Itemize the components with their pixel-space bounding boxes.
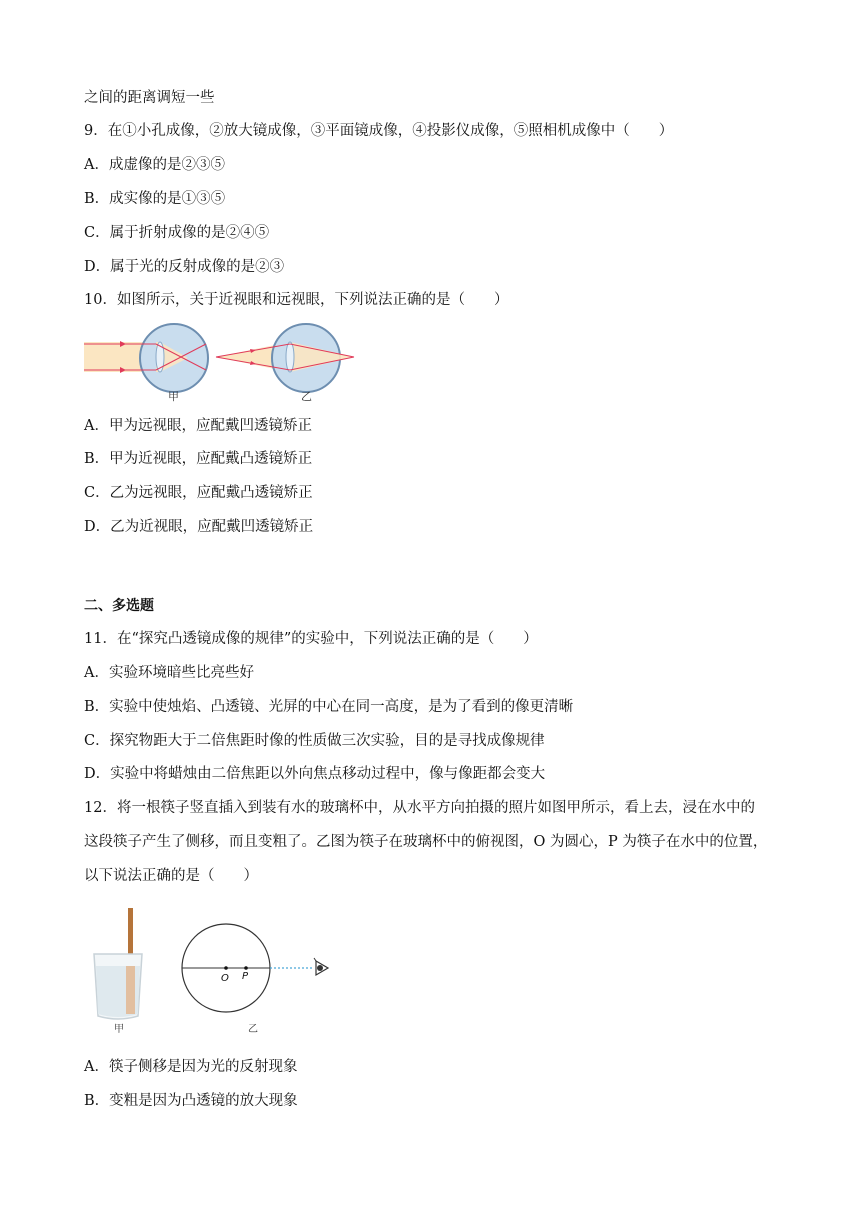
question-11-option-b: B．实验中使烛焰、凸透镜、光屏的中心在同一高度，是为了看到的像更清晰	[84, 699, 574, 715]
label-circle-yi: 乙	[248, 1024, 258, 1035]
lens-yi	[286, 342, 294, 372]
chopstick-in-water	[126, 966, 135, 1014]
label-point-p: P	[242, 971, 249, 982]
question-10-option-b: B．甲为近视眼，应配戴凸透镜矫正	[84, 451, 313, 467]
question-9-option-c: C．属于折射成像的是②④⑤	[84, 225, 270, 241]
section-title-multiple-choice: 二、多选题	[84, 598, 154, 614]
question-12-stem-line-2: 这段筷子产生了侧移，而且变粗了。乙图为筷子在玻璃杯中的俯视图，O 为圆心，P 为筷子在水中的位置，	[84, 834, 768, 850]
question-12-option-b: B．变粗是因为凸透镜的放大现象	[84, 1093, 298, 1109]
question-12-stem-line-1: 12．将一根筷子竖直插入到装有水的玻璃杯中，从水平方向拍摄的照片如图甲所示，看上去，浸在水中的	[84, 800, 755, 816]
label-jia: 甲	[168, 390, 179, 403]
question-10-stem: 10．如图所示，关于近视眼和远视眼，下列说法正确的是（ ）	[84, 292, 509, 308]
question-9-option-b: B．成实像的是①③⑤	[84, 191, 226, 207]
point-o-dot	[224, 966, 228, 970]
question-9-option-d: D．属于光的反射成像的是②③	[84, 259, 285, 275]
question-9-option-a: A．成虚像的是②③⑤	[84, 157, 225, 173]
question-11-option-c: C．探究物距大于二倍焦距时像的性质做三次实验，目的是寻找成像规律	[84, 733, 545, 749]
point-p-dot	[244, 966, 248, 970]
label-cup-jia: 甲	[114, 1024, 124, 1035]
line-continuation: 之间的距离调短一些	[84, 90, 215, 106]
question-10-option-a: A．甲为远视眼，应配戴凹透镜矫正	[84, 418, 312, 434]
chopstick-glass-diagram	[88, 904, 338, 1036]
question-12-option-a: A．筷子侧移是因为光的反射现象	[84, 1059, 298, 1075]
eye-diagram	[84, 320, 364, 406]
question-11-stem: 11．在“探究凸透镜成像的规律”的实验中，下列说法正确的是（ ）	[84, 631, 538, 647]
question-10-option-d: D．乙为近视眼，应配戴凹透镜矫正	[84, 519, 314, 535]
question-9-stem: 9．在①小孔成像，②放大镜成像，③平面镜成像，④投影仪成像，⑤照相机成像中（ ）	[84, 123, 674, 139]
eye-icon	[314, 958, 328, 975]
question-11-option-a: A．实验环境暗些比亮些好	[84, 665, 254, 681]
label-point-o: O	[221, 973, 229, 984]
question-11-option-d: D．实验中将蜡烛由二倍焦距以外向焦点移动过程中，像与像距都会变大	[84, 766, 546, 782]
label-yi: 乙	[301, 390, 312, 403]
question-10-option-c: C．乙为远视眼，应配戴凸透镜矫正	[84, 485, 313, 501]
question-12-stem-line-3: 以下说法正确的是（ ）	[84, 868, 258, 884]
